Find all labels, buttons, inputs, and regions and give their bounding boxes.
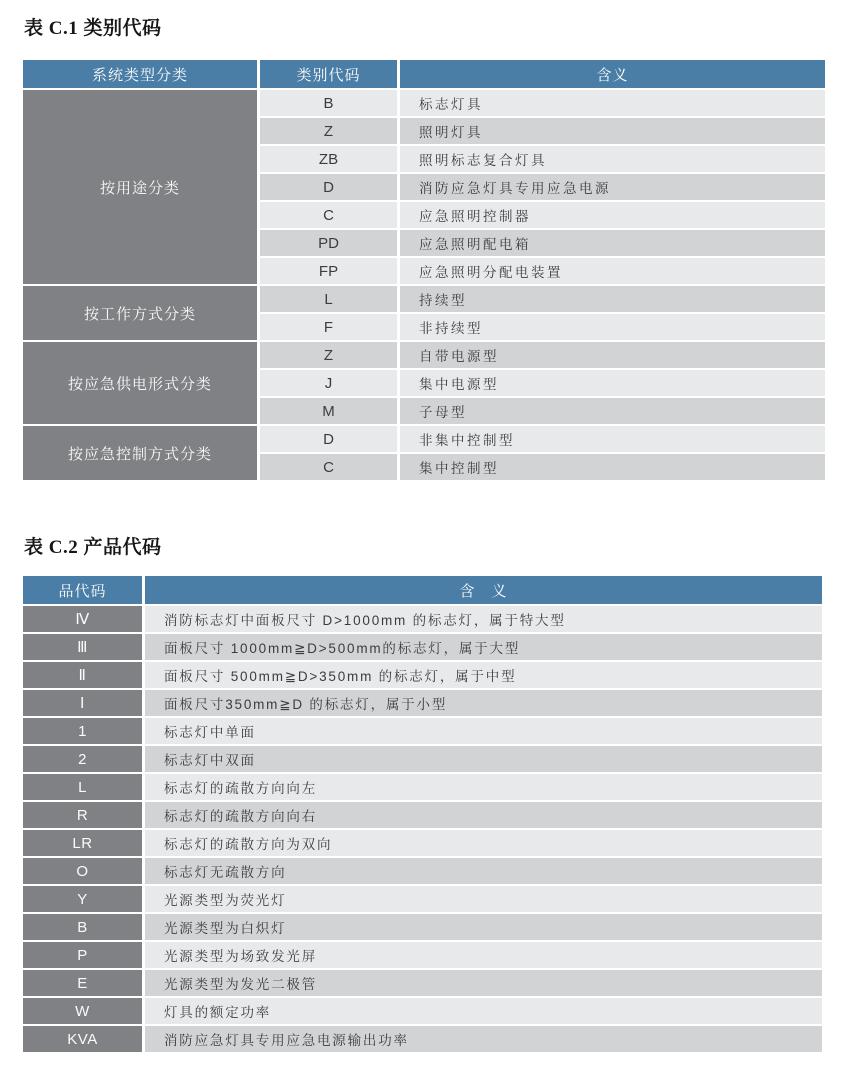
meaning-cell: 自带电源型 bbox=[400, 342, 825, 368]
table-row bbox=[23, 606, 822, 632]
table-row bbox=[23, 914, 822, 940]
classification-group-label: 按应急供电形式分类 bbox=[23, 342, 257, 424]
table-row bbox=[23, 774, 822, 800]
table-c2 bbox=[20, 574, 825, 1054]
category-code-cell: C bbox=[260, 202, 397, 228]
table-row bbox=[23, 718, 822, 744]
table-row bbox=[23, 690, 822, 716]
category-code-cell: J bbox=[260, 370, 397, 396]
table-row bbox=[23, 426, 825, 452]
product-code-cell: B bbox=[23, 914, 142, 940]
table-row bbox=[23, 970, 822, 996]
category-code-cell: Z bbox=[260, 118, 397, 144]
product-code-cell: KVA bbox=[23, 1026, 142, 1052]
category-code-cell: D bbox=[260, 174, 397, 200]
product-code-cell: E bbox=[23, 970, 142, 996]
meaning-cell: 光源类型为荧光灯 bbox=[145, 886, 822, 912]
header-meaning: 含 义 bbox=[145, 576, 822, 604]
meaning-cell: 消防应急灯具专用应急电源 bbox=[400, 174, 825, 200]
product-code-cell: Y bbox=[23, 886, 142, 912]
meaning-cell: 应急照明控制器 bbox=[400, 202, 825, 228]
table-c2-body bbox=[23, 606, 822, 1052]
category-code-cell: FP bbox=[260, 258, 397, 284]
meaning-cell: 照明标志复合灯具 bbox=[400, 146, 825, 172]
table-c2-title: 表 C.2 产品代码 bbox=[24, 537, 162, 558]
product-code-cell: Ⅲ bbox=[23, 634, 142, 660]
meaning-cell: 子母型 bbox=[400, 398, 825, 424]
product-code-cell: Ⅰ bbox=[23, 690, 142, 716]
product-code-cell: L bbox=[23, 774, 142, 800]
meaning-cell: 照明灯具 bbox=[400, 118, 825, 144]
table-row bbox=[23, 662, 822, 688]
table-row bbox=[23, 942, 822, 968]
product-code-cell: Ⅳ bbox=[23, 606, 142, 632]
meaning-cell: 标志灯的疏散方向为双向 bbox=[145, 830, 822, 856]
table-c2-header-row bbox=[23, 576, 822, 604]
meaning-cell: 标志灯的疏散方向向左 bbox=[145, 774, 822, 800]
product-code-cell: P bbox=[23, 942, 142, 968]
table-row bbox=[23, 858, 822, 884]
classification-group-label: 按应急控制方式分类 bbox=[23, 426, 257, 480]
header-meaning: 含义 bbox=[400, 60, 825, 88]
meaning-cell: 光源类型为白炽灯 bbox=[145, 914, 822, 940]
product-code-cell: O bbox=[23, 858, 142, 884]
meaning-cell: 标志灯中双面 bbox=[145, 746, 822, 772]
category-code-cell: C bbox=[260, 454, 397, 480]
meaning-cell: 面板尺寸 1000mm≧D>500mm的标志灯，属于大型 bbox=[145, 634, 822, 660]
meaning-cell: 面板尺寸 500mm≧D>350mm 的标志灯，属于中型 bbox=[145, 662, 822, 688]
meaning-cell: 消防标志灯中面板尺寸 D>1000mm 的标志灯，属于特大型 bbox=[145, 606, 822, 632]
table-row bbox=[23, 802, 822, 828]
meaning-cell: 非集中控制型 bbox=[400, 426, 825, 452]
classification-group-label: 按工作方式分类 bbox=[23, 286, 257, 340]
table-c1-header-row bbox=[23, 60, 825, 88]
meaning-cell: 集中控制型 bbox=[400, 454, 825, 480]
category-code-cell: D bbox=[260, 426, 397, 452]
meaning-cell: 标志灯无疏散方向 bbox=[145, 858, 822, 884]
meaning-cell: 应急照明分配电装置 bbox=[400, 258, 825, 284]
category-code-cell: PD bbox=[260, 230, 397, 256]
table-row bbox=[23, 90, 825, 116]
product-code-cell: 2 bbox=[23, 746, 142, 772]
product-code-cell: W bbox=[23, 998, 142, 1024]
category-code-cell: M bbox=[260, 398, 397, 424]
header-product-code: 品代码 bbox=[23, 576, 142, 604]
product-code-cell: Ⅱ bbox=[23, 662, 142, 688]
table-row bbox=[23, 286, 825, 312]
table-row bbox=[23, 998, 822, 1024]
table-c1-title: 表 C.1 类别代码 bbox=[24, 18, 162, 39]
product-code-cell: 1 bbox=[23, 718, 142, 744]
table-c1-body bbox=[23, 90, 825, 480]
table-row bbox=[23, 886, 822, 912]
meaning-cell: 标志灯中单面 bbox=[145, 718, 822, 744]
category-code-cell: F bbox=[260, 314, 397, 340]
table-row bbox=[23, 830, 822, 856]
product-code-cell: LR bbox=[23, 830, 142, 856]
meaning-cell: 非持续型 bbox=[400, 314, 825, 340]
category-code-cell: Z bbox=[260, 342, 397, 368]
meaning-cell: 面板尺寸350mm≧D 的标志灯，属于小型 bbox=[145, 690, 822, 716]
meaning-cell: 持续型 bbox=[400, 286, 825, 312]
table-row bbox=[23, 634, 822, 660]
table-row bbox=[23, 1026, 822, 1052]
header-system-type-classification: 系统类型分类 bbox=[23, 60, 257, 88]
product-code-cell: R bbox=[23, 802, 142, 828]
table-c1 bbox=[20, 58, 828, 482]
category-code-cell: B bbox=[260, 90, 397, 116]
category-code-cell: L bbox=[260, 286, 397, 312]
meaning-cell: 灯具的额定功率 bbox=[145, 998, 822, 1024]
table-row bbox=[23, 342, 825, 368]
meaning-cell: 集中电源型 bbox=[400, 370, 825, 396]
meaning-cell: 标志灯的疏散方向向右 bbox=[145, 802, 822, 828]
meaning-cell: 光源类型为发光二极管 bbox=[145, 970, 822, 996]
classification-group-label: 按用途分类 bbox=[23, 90, 257, 284]
meaning-cell: 应急照明配电箱 bbox=[400, 230, 825, 256]
meaning-cell: 光源类型为场致发光屏 bbox=[145, 942, 822, 968]
meaning-cell: 标志灯具 bbox=[400, 90, 825, 116]
table-row bbox=[23, 746, 822, 772]
header-category-code: 类别代码 bbox=[260, 60, 397, 88]
meaning-cell: 消防应急灯具专用应急电源输出功率 bbox=[145, 1026, 822, 1052]
category-code-cell: ZB bbox=[260, 146, 397, 172]
